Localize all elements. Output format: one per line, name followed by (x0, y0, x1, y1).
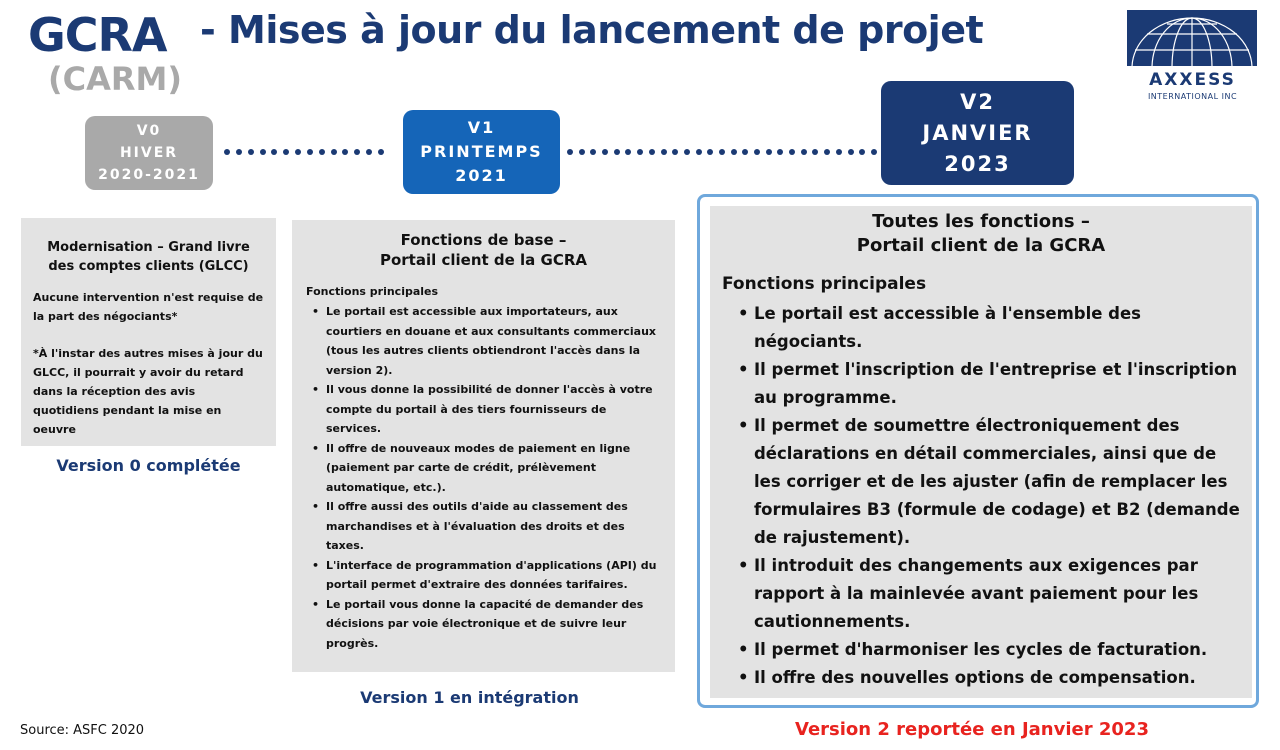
milestone-v2 (881, 81, 1074, 185)
card-v0 (21, 218, 276, 446)
list-item: • Il vous donne la possibilité de donner l'accès à votre compte du portail à des tiers fournisseurs de services. (306, 380, 661, 439)
list-item: • Il offre de nouveaux modes de paiement en ligne (paiement par carte de crédit, prélèvement automatique, etc.). (306, 439, 661, 498)
milestone-v1-version: V1 (467, 118, 496, 137)
status-v2: Version 2 reportée en Janvier 2023 (795, 719, 1149, 740)
card-v0-title (33, 238, 264, 276)
card-v2-title (722, 210, 1240, 258)
milestone-v0-year: 2020-2021 (98, 167, 200, 183)
card-v2-title-line2: Portail client de la GCRA (856, 235, 1106, 256)
card-v2-list (722, 300, 1240, 692)
card-v1-title-line2: Portail client de la GCRA (379, 251, 587, 269)
list-item: • Il permet l'inscription de l'entreprise et l'inscription au programme. (722, 356, 1240, 412)
card-v0-footnote: *À l'instar des autres mises à jour du GLCC, il pourrait y avoir du retard dans la réception des avis quotidiens pendant la mise en oeuvre (33, 347, 263, 436)
card-v2-title-line1: Toutes les fonctions – (872, 211, 1090, 232)
milestone-v0-version: V0 (136, 123, 162, 139)
globe-icon (1127, 10, 1257, 66)
milestone-v1 (403, 110, 560, 194)
page-title-rest: - Mises à jour du lancement de projet (200, 8, 984, 52)
list-item: • Il permet de soumettre électroniquement des déclarations en détail commerciales, ainsi que de les corriger et de les ajuster (afin de remplacer les formulaires B3 (formule de codage) et B2 (demande de rajustement). (722, 412, 1240, 552)
timeline-connector-2 (567, 148, 877, 156)
card-v0-title-line2: des comptes clients (GLCC) (48, 259, 249, 274)
card-v2 (710, 206, 1252, 698)
timeline-connector-1 (224, 148, 384, 156)
page-title: GCRA (28, 8, 167, 62)
list-item: • Le portail est accessible à l'ensemble des négociants. (722, 300, 1240, 356)
list-item: • L'interface de programmation d'applications (API) du portail permet d'extraire des données tarifaires. (306, 556, 661, 595)
card-v1-list (306, 302, 661, 653)
card-v1-subhead: Fonctions principales (306, 285, 439, 298)
status-v0: Version 0 complétée (56, 456, 241, 475)
list-item: • Il permet d'harmoniser les cycles de facturation. (722, 636, 1240, 664)
list-item: • Il offre aussi des outils d'aide au classement des marchandises et à l'évaluation des droits et des taxes. (306, 497, 661, 556)
logo-name: AXXESS (1149, 70, 1236, 90)
milestone-v2-version: V2 (960, 89, 995, 114)
card-v2-subhead: Fonctions principales (722, 274, 927, 294)
card-v1-title (306, 230, 661, 270)
card-v0-note: Aucune intervention n'est requise de la part des négociants* (33, 291, 264, 323)
milestone-v1-year: 2021 (455, 166, 508, 185)
card-v0-title-line1: Modernisation – Grand livre (47, 240, 250, 255)
milestone-v0 (85, 116, 213, 190)
logo-tagline: INTERNATIONAL INC (1147, 92, 1238, 101)
card-v1 (292, 220, 675, 672)
milestone-v2-season: JANVIER (922, 120, 1033, 145)
source-note: Source: ASFC 2020 (20, 723, 145, 738)
card-v1-title-line1: Fonctions de base – (400, 231, 567, 249)
axxess-logo (1125, 10, 1260, 105)
list-item: • Le portail vous donne la capacité de demander des décisions par voie électronique et de suivre leur progrès. (306, 595, 661, 654)
milestone-v1-season: PRINTEMPS (420, 142, 543, 161)
milestone-v2-year: 2023 (944, 151, 1011, 176)
list-item: • Il introduit des changements aux exigences par rapport à la mainlevée avant paiement pour les cautionnements. (722, 552, 1240, 636)
list-item: • Le portail est accessible aux importateurs, aux courtiers en douane et aux consultants commerciaux (tous les autres clients obtiendront l'accès dans la version 2). (306, 302, 661, 380)
milestone-v0-season: HIVER (119, 145, 179, 161)
status-v1: Version 1 en intégration (360, 688, 579, 707)
list-item: • Il offre des nouvelles options de compensation. (722, 664, 1240, 692)
page-subtitle: (CARM) (48, 60, 182, 98)
